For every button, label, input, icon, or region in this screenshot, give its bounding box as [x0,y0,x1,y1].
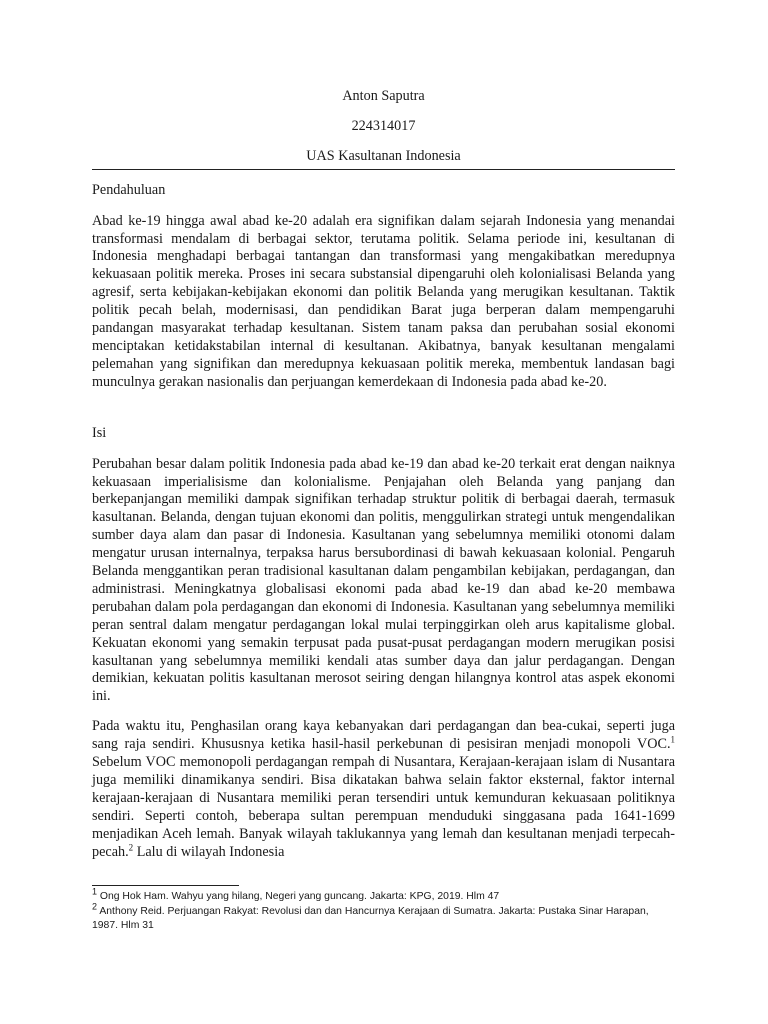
header-divider [92,169,675,170]
intro-paragraph: Abad ke-19 hingga awal abad ke-20 adalah era signifikan dalam sejarah Indonesia yang menandai transformasi mendalam di berbagai sektor, terutama politik. Selama periode ini, kesultanan di Indonesia menghadapi berbagai tantangan dan transformasi yang mengakibatkan meredupnya kekuasaan politik mereka. Proses ini secara substansial dipengaruhi oleh kolonialisasi Belanda yang agresif, serta kebijakan-kebijakan ekonomi dan politik Belanda yang merugikan kesultanan. Taktik politik pecah belah, modernisasi, dan pendidikan Barat juga berperan dalam mempengaruhi pandangan masyarakat terhadap kesultanan. Sistem tanam paksa dan perubahan sosial ekonomi menciptakan ketidakstabilan internal di kesultanan. Akibatnya, banyak kesultanan mengalami pelemahan yang signifikan dan meredupnya kekuasaan politik mereka, membentuk landasan bagi munculnya gerakan nasionalis dan perjuangan kemerdekaan di Indonesia pada abad ke-20. [92,212,675,390]
body-paragraph-2-part-a: Pada waktu itu, Penghasilan orang kaya kebanyakan dari perdagangan dan bea-cukai, seperti juga sang raja sendiri. Khususnya ketika hasil-hasil perkebunan di pesisiran menjadi monopoli VOC. [92,718,675,753]
document-body [92,88,675,862]
course-title: UAS Kasultanan Indonesia [306,147,461,164]
footnote-divider [92,885,239,886]
footnote-2 [92,901,675,934]
body-paragraph-2-part-c: Lalu di wilayah Indonesia [133,843,285,860]
footnote-marker-1: 1 [92,886,98,897]
section-heading-introduction: Pendahuluan [92,181,166,198]
footnote-reference-2: 2 [128,841,134,852]
section-heading-body: Isi [92,424,107,441]
footnote-text-1: Ong Hok Ham. Wahyu yang hilang, Negeri yang guncang. Jakarta: KPG, 2019. Hlm 47 [99,891,500,902]
body-paragraph-1: Perubahan besar dalam politik Indonesia pada abad ke-19 dan abad ke-20 terkait erat dengan naiknya kekuasaan imperialisisme dan kolonialisme. Penjajahan oleh Belanda yang panjang dan berkepanjangan memiliki dampak signifikan terhadap struktur politik di berbagai daerah, termasuk kasultanan. Belanda, dengan tujuan ekonomi dan politis, menggulirkan strategi untuk mengendalikan sumber daya alam dan pasar di Indonesia. Kasultanan yang sebelumnya memiliki otonomi dalam mengatur urusan internalnya, terpaksa harus bersubordinasi di bawah kekuasaan kolonial. Pengaruh Belanda menggantikan peran tradisional kasultanan dalam pengambilan kebijakan, perdagangan, dan administrasi. Meningkatnya globalisasi ekonomi pada abad ke-19 dan abad ke-20 membawa perubahan dalam pola perdagangan dan ekonomi di Indonesia. Kasultanan yang sebelumnya memiliki peran sentral dalam mengatur perdagangan lokal mulai terpinggirkan oleh arus kapitalisme global. Kekuatan ekonomi yang semakin terpusat pada pusat-pusat perdagangan modern merugikan posisi kasultanan yang sebelumnya memiliki kendali atas sumber daya dan jalur perdagangan. Dengan demikian, kekuatan politis kasultanan merosot seiring dengan hilangnya kontrol atas aspek ekonomi ini. [92,455,675,705]
author-name: Anton Saputra [342,88,425,104]
footnote-reference-1: 1 [670,734,675,745]
footnote-text-2: Anthony Reid. Perjuangan Rakyat: Revolusi dan dan Hancurnya Kerajaan di Sumatra. Jakarta: Pustaka Sinar Harapan, 1987. Hlm 31 [92,905,649,931]
footnotes [92,886,675,934]
footnote-1 [92,886,675,905]
footnote-marker-2: 2 [92,901,98,912]
body-paragraph-2 [92,718,675,861]
student-id: 224314017 [351,117,416,134]
body-paragraph-2-part-b: Sebelum VOC memonopoli perdagangan rempah di Nusantara, Kerajaan-kerajaan islam di Nusantara juga memiliki dinamikanya sendiri. Bisa dikatakan bahwa selain faktor eksternal, faktor internal kerajaan-kerajaan di Nusantara memiliki peran tersendiri untuk kemunduran kekuasaan politiknya sendiri. Seperti contoh, beberapa sultan perempuan menduduki singgasana pada 1641-1699 menjadikan Aceh lemah. Banyak wilayah taklukannya yang lemah dan kesultanan menjadi terpecah-pecah. [92,754,675,860]
